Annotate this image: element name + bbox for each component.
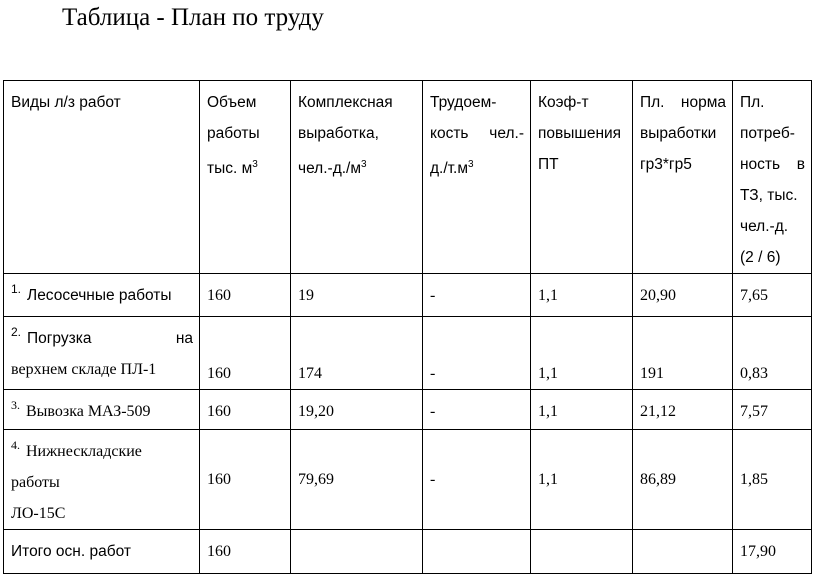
need-cell: 7,65 xyxy=(733,274,812,317)
table-row xyxy=(4,274,812,317)
need-cell: 1,85 xyxy=(733,430,812,530)
work-type-cell: $^{3.}$ Вывозка МАЗ-509 xyxy=(4,390,200,430)
norm-cell: 191 xyxy=(633,317,733,390)
total-need-cell: 17,90 xyxy=(733,530,812,574)
table-row xyxy=(4,390,812,430)
volume-cell: 160 xyxy=(200,430,291,530)
table-row xyxy=(4,430,812,530)
labor-cell: - xyxy=(423,390,531,430)
total-volume-cell: 160 xyxy=(200,530,291,574)
work-type-cell: $^{4.}$ Нижнескладские работы ЛО-15С xyxy=(4,430,200,530)
header-productivity-coef: Коэф-т повышения ПТ xyxy=(531,81,633,274)
header-planned-need: Пл. потреб- ность в ТЗ, тыс. чел.-д. (2 / 6) xyxy=(733,81,812,274)
need-cell: 7,57 xyxy=(733,390,812,430)
coef-cell: 1,1 xyxy=(531,430,633,530)
empty-cell xyxy=(633,530,733,574)
table-row xyxy=(4,317,812,390)
coef-cell: 1,1 xyxy=(531,390,633,430)
coef-cell: 1,1 xyxy=(531,317,633,390)
total-label-cell: Итого осн. работ xyxy=(4,530,200,574)
labor-cell: - xyxy=(423,317,531,390)
norm-cell: 20,90 xyxy=(633,274,733,317)
output-cell: 19 xyxy=(291,274,423,317)
output-cell: 19,20 xyxy=(291,390,423,430)
volume-cell: 160 xyxy=(200,317,291,390)
header-complex-output: Комплексная выработка, $чел.-д./м^3$ xyxy=(291,81,423,274)
norm-cell: 86,89 xyxy=(633,430,733,530)
header-planned-norm: Пл. норма выработки гр3*гр5 xyxy=(633,81,733,274)
labor-cell: - xyxy=(423,430,531,530)
empty-cell xyxy=(291,530,423,574)
norm-cell: 21,12 xyxy=(633,390,733,430)
header-labor-intensity: Трудоем- кость чел.- $д./т.м^3$ xyxy=(423,81,531,274)
volume-cell: 160 xyxy=(200,274,291,317)
output-cell: 174 xyxy=(291,317,423,390)
volume-cell: 160 xyxy=(200,390,291,430)
empty-cell xyxy=(531,530,633,574)
header-volume: Объем работы тыс. $м^3$ xyxy=(200,81,291,274)
total-row xyxy=(4,530,812,574)
work-type-cell: $^{2.}$ Погрузка на верхнем складе ПЛ-1 xyxy=(4,317,200,390)
header-work-types: Виды л/з работ xyxy=(4,81,200,274)
labor-plan-table xyxy=(3,80,812,574)
empty-cell xyxy=(423,530,531,574)
work-type-cell: $^{1.}$ Лесосечные работы xyxy=(4,274,200,317)
output-cell: 79,69 xyxy=(291,430,423,530)
coef-cell: 1,1 xyxy=(531,274,633,317)
need-cell: 0,83 xyxy=(733,317,812,390)
labor-cell: - xyxy=(423,274,531,317)
table-header-row xyxy=(4,81,812,274)
page-title: Таблица - План по труду xyxy=(62,4,324,31)
